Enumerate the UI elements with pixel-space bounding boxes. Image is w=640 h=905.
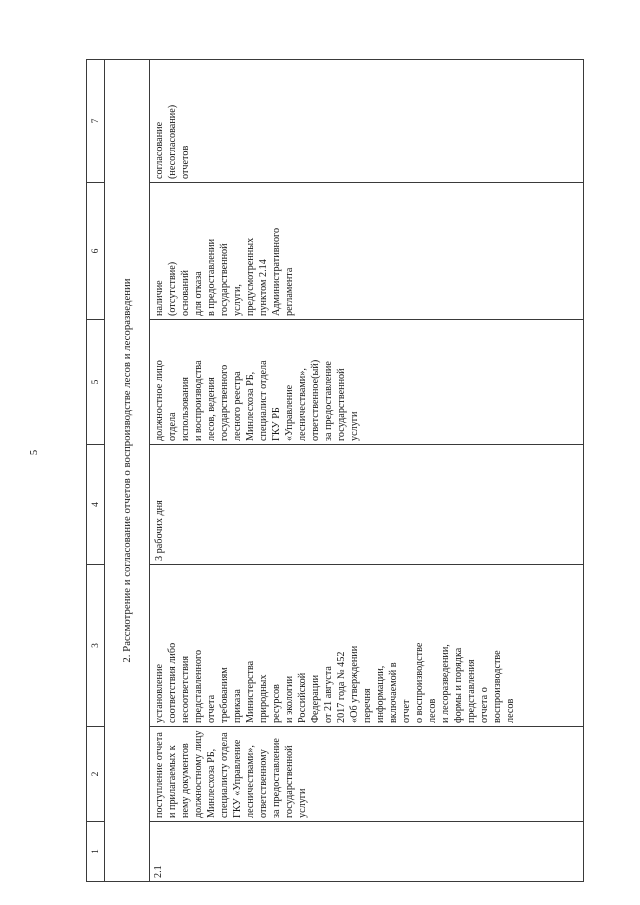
cell-line: государственной [284, 745, 295, 818]
cell-line: лесничествами», [297, 368, 308, 441]
rotated-table-wrapper [86, 60, 584, 882]
cell-line: в предоставлении [206, 238, 217, 316]
cell-line: лесов [505, 698, 516, 723]
page-number: 5 [29, 449, 41, 456]
cell-line: оснований [180, 270, 191, 316]
cell-line: приказа [232, 689, 243, 723]
cell-line: должностному лицу [193, 730, 204, 818]
col-header-1: 1 [87, 822, 105, 882]
cell-line: соответствия либо [167, 642, 178, 723]
cell-action [150, 565, 584, 727]
cell-line: ГКУ РБ [271, 407, 282, 441]
cell-line: лесов [427, 698, 438, 723]
cell-line: ответственное(ый) [310, 359, 321, 441]
cell-line: перечня [362, 688, 373, 723]
cell-line: информации, [375, 665, 386, 723]
cell-line: услуги [297, 788, 308, 818]
cell-line: природных [258, 674, 269, 723]
cell-line: Федерации [310, 674, 321, 723]
cell-line: лесничествами», [245, 745, 256, 818]
cell-line: включаемой в [388, 662, 399, 723]
cell-line: Минлесхоза РБ, [245, 371, 256, 441]
cell-line: отчета о [479, 687, 490, 723]
cell-line: «Об утверждении [349, 645, 360, 723]
cell-event [150, 727, 584, 822]
col-header-4: 4 [87, 445, 105, 565]
cell-line: государственной [336, 368, 347, 441]
cell-line: от 21 августа [323, 666, 334, 723]
col-header-6: 6 [87, 183, 105, 320]
cell-line: ресурсов [271, 684, 282, 723]
col-header-5: 5 [87, 320, 105, 445]
cell-line: государственной [219, 243, 230, 316]
col-header-2: 2 [87, 727, 105, 822]
cell-line: поступление отчета [154, 732, 165, 818]
cell-line: 3 рабочих дня [154, 500, 165, 561]
row-number: 2.1 [150, 822, 584, 882]
cell-line: представления [466, 659, 477, 723]
cell-line: должностное лицо [154, 360, 165, 441]
cell-line: отчетов [180, 145, 191, 179]
cell-line: услуги, [232, 284, 243, 316]
cell-line: отчет [401, 699, 412, 723]
cell-line: формы и порядка [453, 647, 464, 723]
cell-line: представленного [193, 649, 204, 723]
cell-line: о воспроизводстве [414, 642, 425, 723]
cell-line: и лесоразведении, [440, 644, 451, 723]
cell-line: государственного [219, 364, 230, 441]
cell-line: за предоставление [323, 361, 334, 441]
section-row [105, 60, 150, 882]
cell-line: лесов, ведения [206, 377, 217, 441]
section-title: 2. Рассмотрение и согласование отчетов о воспроизводстве лесов и лесоразведении [105, 60, 150, 882]
col-header-3: 3 [87, 565, 105, 727]
cell-line: специалист отдела [258, 360, 269, 441]
cell-line: регламента [284, 267, 295, 316]
cell-line: отдела [167, 412, 178, 441]
cell-line: (несогласование) [167, 104, 178, 179]
procedure-table [86, 59, 584, 882]
cell-line: и экологии [284, 675, 295, 723]
cell-line: ответственному [258, 749, 269, 818]
cell-line: Российской [297, 672, 308, 723]
cell-line: отчета [206, 694, 217, 723]
cell-line: нему документов [180, 743, 191, 818]
cell-line: требованиям [219, 667, 230, 723]
cell-line: и воспроизводства [193, 360, 204, 441]
cell-line: Минлесхоза РБ, [206, 748, 217, 818]
cell-line: для отказа [193, 271, 204, 316]
cell-criteria [150, 183, 584, 320]
col-header-7: 7 [87, 60, 105, 183]
column-number-row [87, 60, 105, 882]
cell-line: за предоставление [271, 738, 282, 818]
cell-line: ГКУ «Управление [232, 739, 243, 818]
cell-line: 2017 года № 452 [336, 651, 347, 723]
cell-line: и прилагаемых к [167, 745, 178, 818]
table-row [150, 60, 584, 882]
cell-line: использования [180, 377, 191, 441]
cell-duration [150, 445, 584, 565]
cell-line: воспроизводстве [492, 650, 503, 723]
cell-line: согласование [154, 121, 165, 179]
cell-line: лесного реестра [232, 371, 243, 441]
cell-line: специалисту отдела [219, 732, 230, 818]
cell-line: предусмотренных [245, 237, 256, 316]
cell-responsible [150, 320, 584, 445]
cell-line: пунктом 2.14 [258, 259, 269, 316]
cell-line: услуги [349, 411, 360, 441]
cell-line: установление [154, 664, 165, 723]
cell-line: несоответствия [180, 655, 191, 723]
cell-result [150, 60, 584, 183]
cell-line: «Управление [284, 384, 295, 441]
cell-line: Административного [271, 227, 282, 316]
cell-line: Министерства [245, 660, 256, 723]
cell-line: (отсутствие) [167, 261, 178, 316]
cell-line: наличие [154, 280, 165, 316]
